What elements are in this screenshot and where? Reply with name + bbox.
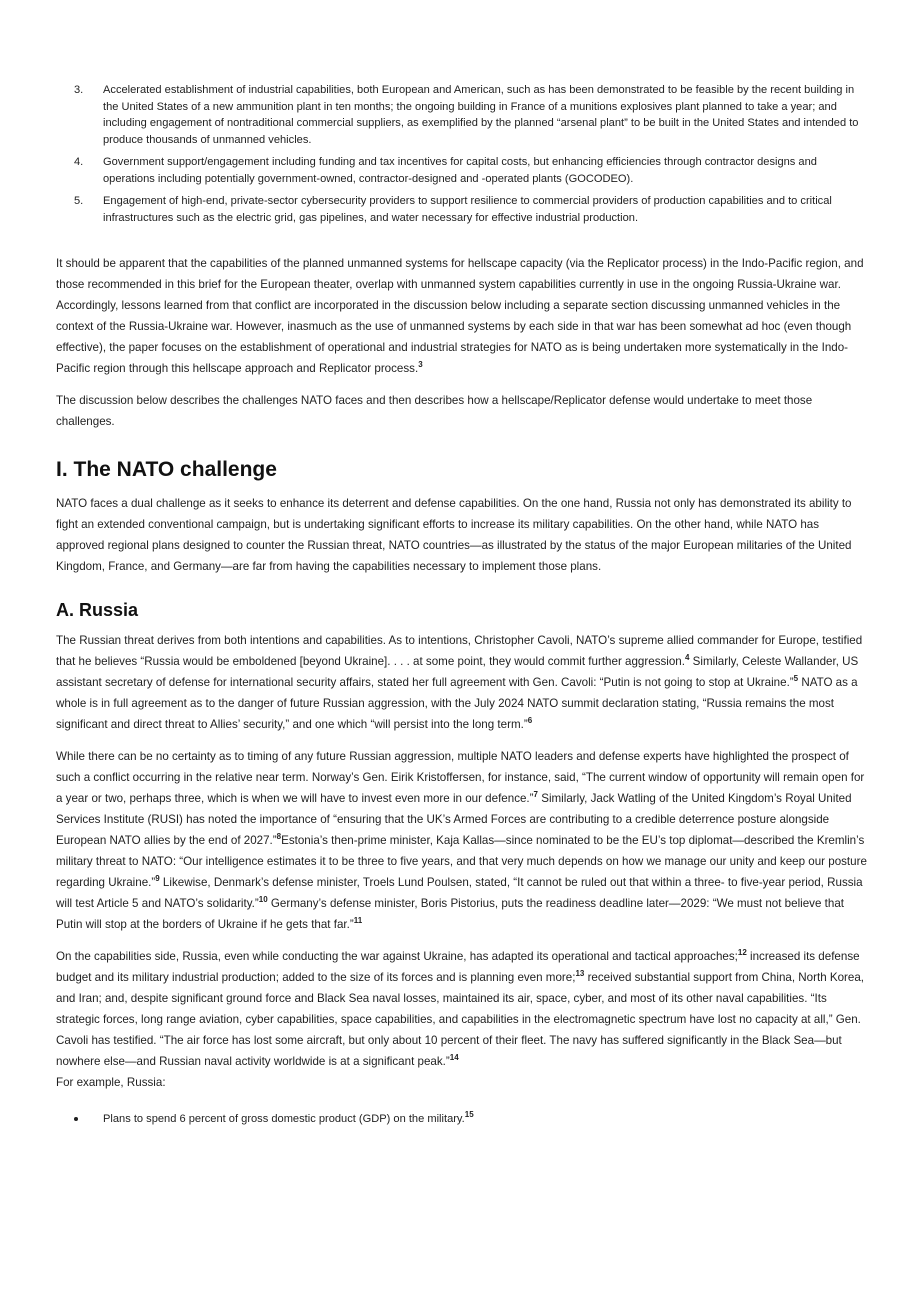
footnote-ref[interactable]: 4: [684, 653, 690, 662]
bullet-list: [56, 1111, 868, 1127]
footnote-ref[interactable]: 13: [575, 969, 585, 978]
intro-paragraph-2: The discussion below describes the challenges NATO faces and then describes how a hellscape/Replicator defense would undertake to meet those challenges.: [56, 394, 813, 428]
paragraph-text: On the capabilities side, Russia, even while conducting the war against Ukraine, has adapted its operational and tactical approaches;: [56, 950, 738, 963]
russia-paragraph-3: [56, 946, 868, 1093]
bullet-icon: [74, 1117, 78, 1121]
bullet-text: Plans to spend 6 percent of gross domestic product (GDP) on the military.: [103, 1113, 465, 1125]
footnote-ref[interactable]: 15: [464, 1110, 474, 1119]
section-paragraph: NATO faces a dual challenge as it seeks to enhance its deterrent and defense capabilities. On the one hand, Russia not only has demonstrated its ability to fight an extended conventional campaign, but is undertaking significant efforts to increase its military capabilities. On the other hand, while NATO has approved regional plans designed to counter the Russian threat, NATO countries—as illustrated by the status of the major European militaries of the United Kingdom, France, and Germany—are far from having the capabilities necessary to implement those plans.: [56, 497, 852, 573]
bullet-item: [56, 1111, 868, 1127]
intro-paragraph: [56, 253, 868, 379]
footnote-ref[interactable]: 3: [418, 360, 423, 369]
list-item-text: Engagement of high-end, private-sector cybersecurity providers to support resilience to commercial providers of production capabilities and to critical infrastructures such as the electric grid, gas pipelines, and water necessary for effective industrial production.: [103, 195, 832, 224]
footnote-ref[interactable]: 6: [527, 716, 533, 725]
paragraph-text: received substantial support from China, North Korea, and Iran; and, despite significant ground force and Black Sea naval losses, maintained its air, space, cyber, and most of its other naval capabilities. “Its strategic forces, long range aviation, cyber capabilities, space capabilities, and capabilities in the electromagnetic spectrum have lost no capacity at all,” Gen. Cavoli has testified. “The air force has lost some aircraft, but only about 10 percent of their fleet. The navy has suffered significantly in the Black Sea—but nowhere else—and Russian naval activity worldwide is at a significant peak.”: [56, 971, 865, 1068]
list-item: [56, 154, 868, 187]
paragraph-text: For example, Russia:: [56, 1076, 166, 1089]
footnote-ref[interactable]: 5: [793, 674, 799, 683]
footnote-ref[interactable]: 11: [353, 916, 363, 925]
list-item-text: Government support/engagement including funding and tax incentives for capital costs, but enhancing efficiencies through contractor designs and operations including potentially government-owned, contractor-designed and -operated plants (GOCODEO).: [103, 156, 817, 185]
paragraph-text: The Russian threat derives from both intentions and capabilities. As to intentions, Christopher Cavoli, NATO’s supreme allied commander for Europe, testified that he believes “Russia would be emboldened [beyond Ukraine]. . . . at some point, they would commit further aggression.: [56, 634, 863, 668]
document-page: [56, 82, 868, 1127]
paragraph-text: Germany’s defense minister, Boris Pistorius, puts the readiness deadline later—2029: “We must not believe that Putin will stop at the borders of Ukraine if he gets that far.”: [56, 897, 844, 931]
paragraph-text: Likewise, Denmark’s defense minister, Troels Lund Poulsen, stated, “It cannot be ruled out that within a three- to five-year period, Russia will test Article 5 and NATO’s solidarity.”: [56, 876, 863, 910]
paragraph-text: increased its defense budget and its military industrial production; added to the size of its forces and is planning even more;: [56, 950, 860, 984]
footnote-ref[interactable]: 8: [276, 832, 282, 841]
list-item: [56, 82, 868, 148]
subsection-heading: A. Russia: [56, 600, 139, 620]
list-item: [56, 193, 868, 226]
footnote-ref[interactable]: 14: [449, 1053, 459, 1062]
russia-paragraph-2: [56, 746, 868, 935]
paragraph-text: Similarly, Celeste Wallander, US assistant secretary of defense for international security affairs, stated her full agreement with Gen. Cavoli: “Putin is not going to stop at Ukraine.”: [56, 655, 859, 689]
footnote-ref[interactable]: 10: [258, 895, 268, 904]
paragraph-text: It should be apparent that the capabilities of the planned unmanned systems for hellscape capacity (via the Replicator process) in the Indo-Pacific region, and those recommended in this brief for the European theater, overlap with unmanned system capabilities currently in use in the ongoing Russia-Ukraine war. Accordingly, lessons learned from that conflict are incorporated in the discussion below including a separate section discussing unmanned vehicles in the context of the Russia-Ukraine war. However, inasmuch as the use of unmanned systems by each side in that war has been somewhat ad hoc (even though effective), the paper focuses on the establishment of operational and industrial strategies for NATO as is being undertaken more systematically in the Indo-Pacific region through this hellscape approach and Replicator process.: [56, 257, 864, 375]
list-number: 5.: [74, 195, 84, 207]
paragraph-text: While there can be no certainty as to timing of any future Russian aggression, multiple NATO leaders and defense experts have highlighted the prospect of such a conflict occurring in the relative near term. Norway’s Gen. Eirik Kristoffersen, for instance, said, “The current window of opportunity will remain open for a year or two, perhaps three, which is when we will have to invest even more in our defence.”: [56, 750, 865, 805]
list-item-text: Accelerated establishment of industrial capabilities, both European and American, such as has been demonstrated to be feasible by the recent building in the United States of a new ammunition plant in ten months; the ongoing building in France of a munitions explosives plant planned to take a year; and including engagement of nontraditional commercial suppliers, as exemplified by the planned “arsenal plant” to be built in the United States and intended to produce thousands of unmanned vehicles.: [103, 84, 859, 146]
paragraph-text: NATO as a whole is in full agreement as to the danger of future Russian aggression, with the July 2024 NATO summit declaration stating, “Russia remains the most significant and direct threat to Allies’ security,” and one which “will persist into the long term.”: [56, 676, 858, 731]
footnote-ref[interactable]: 7: [533, 790, 538, 799]
russia-paragraph-1: [56, 630, 868, 735]
paragraph-text: Similarly, Jack Watling of the United Kingdom’s Royal United Services Institute (RUSI) has noted the importance of “ensuring that the UK’s Armed Forces are contributing to a credible deterrence posture alongside European NATO allies by the end of 2027.”: [56, 792, 852, 847]
section-heading: I. The NATO challenge: [56, 458, 277, 481]
paragraph-text: Estonia’s then-prime minister, Kaja Kallas—since nominated to be the EU’s top diplomat—described the Kremlin’s military threat to NATO: “Our intelligence estimates it to be three to five years, and that very much depends on how we manage our unity and keep our posture regarding Ukraine.”: [56, 834, 867, 889]
numbered-list: [56, 82, 868, 226]
list-number: 3.: [74, 84, 84, 96]
footnote-ref[interactable]: 9: [155, 874, 160, 883]
footnote-ref[interactable]: 12: [737, 948, 747, 957]
list-number: 4.: [74, 156, 84, 168]
